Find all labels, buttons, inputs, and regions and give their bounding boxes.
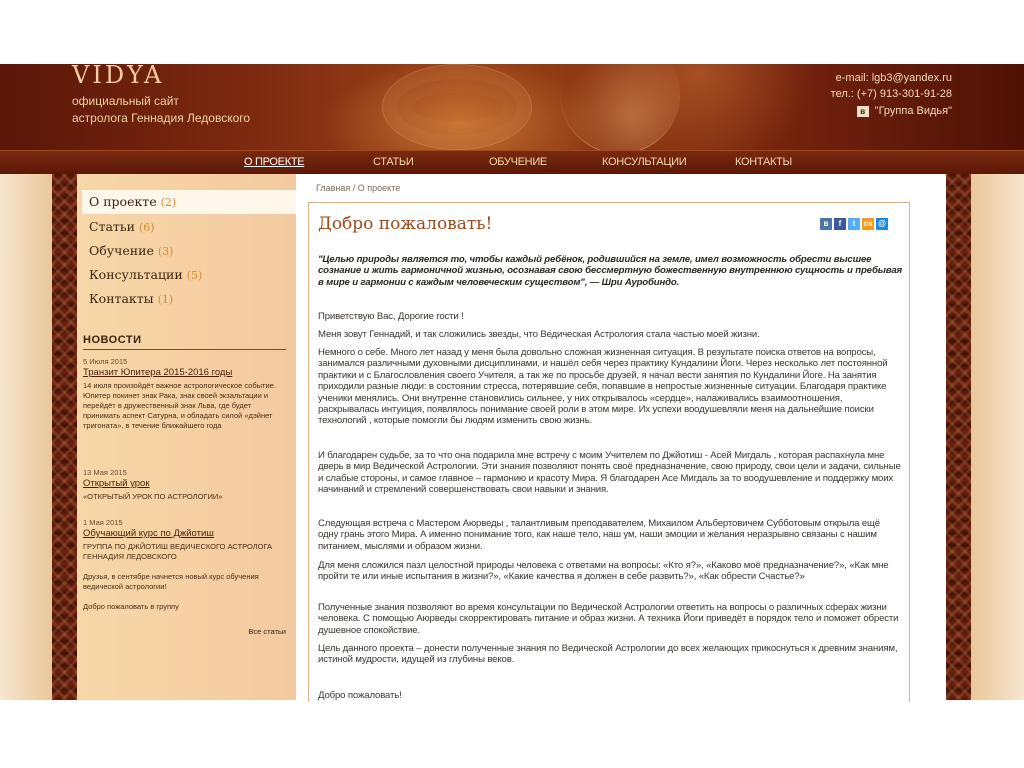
logo-title[interactable]: VIDYA bbox=[72, 64, 165, 89]
left-background bbox=[0, 174, 52, 700]
sidebar-item-about[interactable] bbox=[89, 194, 176, 209]
sidebar-item-articles[interactable] bbox=[89, 219, 155, 234]
contact-email[interactable]: e-mail: lgb3@yandex.ru bbox=[835, 72, 952, 84]
sidebar-item-consultations[interactable] bbox=[89, 267, 202, 282]
sidebar-item-count: (2) bbox=[160, 196, 177, 209]
nav-about[interactable]: О ПРОЕКТЕ bbox=[244, 156, 305, 168]
article-paragraph: Меня зовут Геннадий, и так сложились звезды, что Ведическая Астрология стала частью моей жизни. bbox=[318, 329, 760, 340]
news-link[interactable]: Транзит Юпитера 2015-2016 годы bbox=[83, 367, 233, 378]
breadcrumb bbox=[316, 183, 400, 193]
sidebar-item-label: Контакты bbox=[89, 291, 154, 306]
article-paragraph: Следующая встреча с Мастером Аюрведы , талантливым преподавателем, Михаилом Альбертовичем Субботовым открыла ещё одну грань этого Мира. А именно понимание того, как наше тело, наш ум, наши эмоции и желания неразрывно связаны с нашим питанием, мыслями и образом жизни. bbox=[318, 518, 880, 552]
logo-subtitle-line1: официальный сайт bbox=[72, 94, 179, 108]
share-buttons bbox=[820, 218, 888, 230]
news-text[interactable]: Добро пожаловать в группу bbox=[83, 602, 179, 611]
sidebar-item-count: (3) bbox=[157, 245, 174, 258]
vk-group-label: "Группа Видья" bbox=[874, 105, 952, 117]
article-paragraph: Полученные знания позволяют во время консультации по Ведической Астрологии ответить на вопросы о различных сферах жизни человека. С помощью Аюрведы скорректировать питание и образ жизни. А техника Йоги приведёт в порядок тело и поможет обрести душевное спокойствие. bbox=[318, 602, 899, 636]
article-paragraph: Немного о себе. Много лет назад у меня была довольно сложная жизненная ситуация. В результате поиска ответов на вопросы, занимался различными духовными дисциплинами, и нашёл себя через практику Кундалини Йоги. Через несколько лет постоянной практики и с Благословления своего Учителя, а так же по просьбе друзей, я начал вести занятия по Кундалини Йоге. На занятия приходили разные люди: в состоянии стресса, потерявшие себя, попавшие в непростые жизненные ситуации. Благодаря практике ученики менялись. Они внутренне становились сильнее, у них открывалось «сердце», налаживались взаимоотношения, раскрывалась интуиция, появлялось понимание своей роли в этом мире. Их успехи воодушевляли меня на дальнейшие поиски технологий , которые помогли бы людям изменить свою жизнь. bbox=[318, 347, 888, 427]
sidebar-item-count: (5) bbox=[186, 269, 203, 282]
page-title: Добро пожаловать! bbox=[318, 214, 493, 234]
news-link[interactable]: Открытый урок bbox=[83, 478, 150, 489]
article-paragraph: Добро пожаловать! bbox=[318, 690, 402, 701]
mandala-decoration bbox=[382, 64, 532, 150]
nav-contacts[interactable]: КОНТАКТЫ bbox=[735, 156, 792, 168]
left-ornament-border bbox=[52, 174, 77, 700]
news-text: «ОТКРЫТЫЙ УРОК ПО АСТРОЛОГИИ» bbox=[83, 492, 223, 501]
main-nav bbox=[0, 150, 1024, 174]
sidebar-item-label: Обучение bbox=[89, 243, 154, 258]
facebook-icon[interactable]: f bbox=[834, 218, 846, 230]
sidebar-item-label: О проекте bbox=[89, 194, 157, 209]
news-divider bbox=[83, 349, 286, 350]
sidebar-item-count: (6) bbox=[138, 221, 155, 234]
news-date: 13 Мая 2015 bbox=[83, 468, 127, 477]
nav-training[interactable]: ОБУЧЕНИЕ bbox=[489, 156, 547, 168]
article-paragraph: Цель данного проекта – донести полученные знания по Ведической Астрологии до всех желающих прикоснуться к древним знаниям, истиной мудрости, идущей из глубины веков. bbox=[318, 643, 898, 666]
vk-icon: в bbox=[857, 106, 869, 117]
breadcrumb-separator: / bbox=[350, 183, 358, 193]
twitter-icon[interactable]: t bbox=[848, 218, 860, 230]
right-background bbox=[971, 174, 1024, 700]
sidebar-item-contacts[interactable] bbox=[89, 291, 173, 306]
planet-decoration bbox=[560, 64, 680, 150]
sidebar bbox=[77, 174, 296, 700]
mailru-icon[interactable]: @ bbox=[876, 218, 888, 230]
article-paragraph: И благодарен судьбе, за то что она подарила мне встречу с моим Учителем по Джйотиш - Асей Мигдаль , которая распахнула мне дверь в мир Ведической Астрологии. Эти знания позволяют понять своё предназначение, свою природу, свои цели и задачи, сильные и слабые стороны, и самое главное – гармонию и красоту Мира. Я благодарен Асе Мигдаль за то воодушевление и поддержку моих начинаний и стремлений совершенствовать свои навыки и знания. bbox=[318, 450, 901, 496]
breadcrumb-home[interactable]: Главная bbox=[316, 183, 351, 193]
right-ornament-border bbox=[946, 174, 971, 700]
vk-group-link[interactable] bbox=[857, 105, 952, 117]
contact-phone: тел.: (+7) 913-301-91-28 bbox=[830, 88, 952, 100]
sidebar-item-count: (1) bbox=[157, 293, 174, 306]
news-link[interactable]: Обучающий курс по Джйотиш bbox=[83, 528, 214, 539]
article-quote: "Целью природы является то, чтобы каждый ребёнок, родившийся на земле, имел возможность обрести высшее сознание и жить гармоничной жизнью, осознавая свою бессмертную божественную внутреннюю сущность и пребывая в мире и гармонии с каждым человеческим существом", — Шри Ауробиндо. bbox=[318, 254, 903, 288]
all-news-link[interactable]: Все статьи bbox=[248, 627, 286, 636]
sidebar-item-label: Консультации bbox=[89, 267, 183, 282]
logo-subtitle-line2: астролога Геннадия Ледовского bbox=[72, 111, 251, 125]
odnoklassniki-icon[interactable]: ок bbox=[863, 219, 873, 228]
sidebar-item-label: Статьи bbox=[89, 219, 135, 234]
news-heading: НОВОСТИ bbox=[83, 334, 142, 346]
article-paragraph: Приветствую Вас, Дорогие гости ! bbox=[318, 311, 464, 322]
nav-articles[interactable]: СТАТЬИ bbox=[373, 156, 414, 168]
news-date: 1 Мая 2015 bbox=[83, 518, 123, 527]
article-paragraph: Для меня сложился пазл целостной природы человека с ответами на вопросы: «Кто я?», «Каково моё предназначение?», «Как мне пройти те или иные испытания в жизни?», «Какие качества я должен в себе развить?», «Как обрести Счастье?» bbox=[318, 560, 889, 583]
news-text: Друзья, в сентябре начнется новый курс обучения ведической астрологии! bbox=[83, 572, 259, 591]
nav-consultations[interactable]: КОНСУЛЬТАЦИИ bbox=[602, 156, 687, 168]
news-text: 14 июля произойдёт важное астрологическое событие. Юпитер покинет знак Рака, знак своей экзальтации и перейдёт в дружественный знак Льва, где будет принимать аспект Сатурна, и обладать силой «дэйнет тригоната», в течение ближайшего года bbox=[83, 381, 276, 430]
news-date: 5 Июля 2015 bbox=[83, 357, 128, 366]
sidebar-item-training[interactable] bbox=[89, 243, 173, 258]
breadcrumb-current: О проекте bbox=[357, 183, 401, 193]
site-header bbox=[0, 64, 1024, 150]
vk-icon[interactable]: в bbox=[820, 218, 832, 230]
news-text: ГРУППА ПО ДЖЙОТИШ ВЕДИЧЕСКОГО АСТРОЛОГА ГЕННАДИЯ ЛЕДОВСКОГО bbox=[83, 542, 273, 561]
